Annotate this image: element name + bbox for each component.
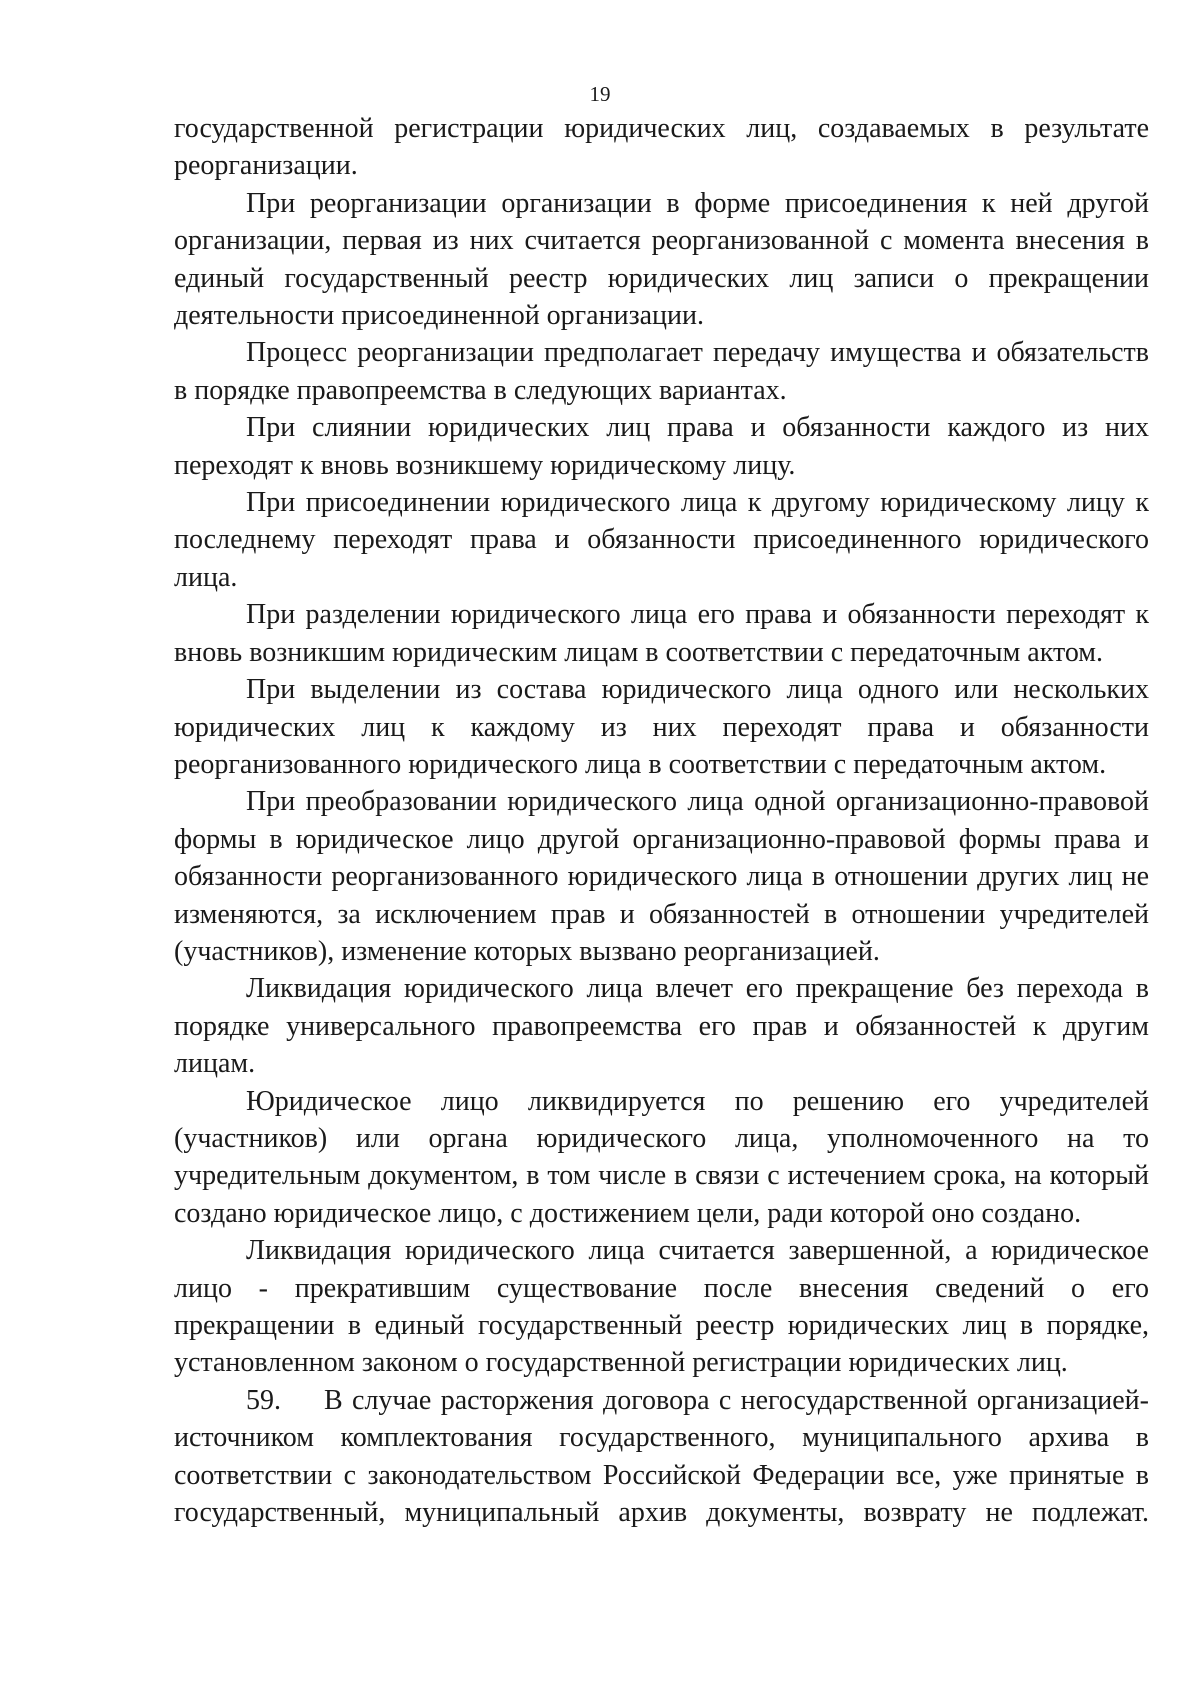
item-59-text: В случае расторжения договора с негосударственной организацией-источником комплектования государственного, муниципального архива в соответствии с законодательством Российской Федерации все, уже принятые в государственный, муниципальный архив документы, возврату не подлежат. [174, 1384, 1149, 1529]
paragraph-division: При разделении юридического лица его права и обязанности переходят к вновь возникшим юридическим лицам в соответствии с передаточным актом. [174, 599, 1149, 668]
paragraph-reorganization-process: Процесс реорганизации предполагает передачу имущества и обязательств в порядке правопреемства в следующих вариантах. [174, 337, 1149, 406]
paragraph-accession: При присоединении юридического лица к другому юридическому лицу к последнему переходят права и обязанности присоединенного юридического лица. [174, 487, 1149, 593]
paragraph-fusion: При слиянии юридических лиц права и обязанности каждого из них переходят к вновь возникшему юридическому лицу. [174, 412, 1149, 481]
document-body [174, 110, 1149, 1531]
paragraph-spin-off: При выделении из состава юридического лица одного или нескольких юридических лиц к каждому из них переходят права и обязанности реорганизованного юридического лица в соответствии с передаточным актом. [174, 674, 1149, 780]
paragraph-transformation: При преобразовании юридического лица одной организационно-правовой формы в юридическое лицо другой организационно-правовой формы права и обязанности реорганизованного юридического лица в отношении других лиц не изменяются, за исключением прав и обязанностей в отношении учредителей (участников), изменение которых вызвано реорганизацией. [174, 786, 1149, 967]
paragraph-liquidation-decision: Юридическое лицо ликвидируется по решению его учредителей (участников) или органа юридического лица, уполномоченного на то учредительным документом, в том числе в связи с истечением срока, на который создано юридическое лицо, с достижением цели, ради которой оно создано. [174, 1085, 1149, 1229]
paragraph-item-59 [174, 1382, 1149, 1532]
page-number: 19 [589, 82, 611, 106]
paragraph-continuation: государственной регистрации юридических лиц, создаваемых в результате реорганизации. [174, 113, 1149, 182]
item-number: 59. [246, 1384, 281, 1416]
paragraph-reorganization-merger-moment: При реорганизации организации в форме присоединения к ней другой организации, первая из них считается реорганизованной с момента внесения в единый государственный реестр юридических лиц записи о прекращении деятельности присоединенной организации. [174, 187, 1149, 332]
paragraph-liquidation-completion: Ликвидация юридического лица считается завершенной, а юридическое лицо - прекратившим существование после внесения сведений о его прекращении в единый государственный реестр юридических лиц в порядке, установленном законом о государственной регистрации юридических лиц. [174, 1235, 1149, 1379]
paragraph-liquidation-effect: Ликвидация юридического лица влечет его прекращение без перехода в порядке универсального правопреемства его прав и обязанностей к другим лицам. [174, 973, 1149, 1080]
